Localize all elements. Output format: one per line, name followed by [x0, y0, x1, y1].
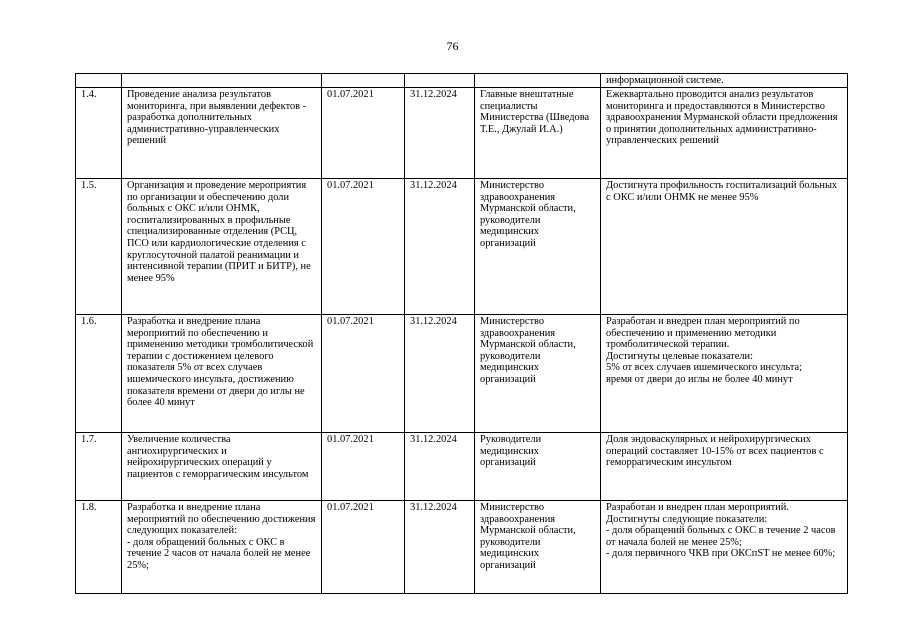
cell-result: Доля эндоваскулярных и нейрохирургических операций составляет 10-15% от всех пациентов с геморрагическим инсультом: [601, 433, 848, 501]
table-row-continued: [76, 74, 848, 88]
cell-responsible: Министерство здравоохранения Мурманской области, руководители медицинских организаций: [475, 315, 601, 433]
action-plan-table: [75, 73, 848, 594]
cell-end-date: 31.12.2024: [405, 88, 475, 179]
cell-end-date: 31.12.2024: [405, 501, 475, 594]
cell-activity: Разработка и внедрение плана мероприятий по обеспечению и применению методики тромболитической терапии с достижением целевого показателя 5% от всех случаев ишемического инсульта, достижению показателя времени от двери до иглы не более 40 минут: [122, 315, 322, 433]
cell-number: 1.8.: [76, 501, 122, 594]
cell-start-date: 01.07.2021: [322, 433, 405, 501]
table-row: [76, 501, 848, 594]
cell-responsible: Министерство здравоохранения Мурманской области, руководители медицинских организаций: [475, 501, 601, 594]
table-row: [76, 315, 848, 433]
table-row: [76, 179, 848, 315]
cell-number: 1.4.: [76, 88, 122, 179]
cell-responsible: [475, 74, 601, 88]
cell-number: 1.6.: [76, 315, 122, 433]
cell-responsible: Министерство здравоохранения Мурманской области, руководители медицинских организаций: [475, 179, 601, 315]
cell-start-date: 01.07.2021: [322, 88, 405, 179]
page-number: 76: [446, 39, 459, 53]
cell-responsible: Руководители медицинских организаций: [475, 433, 601, 501]
cell-result: Ежеквартально проводится анализ результатов мониторинга и предоставляются в Министерство здравоохранения Мурманской области предложения о принятии дополнительных административно-управленческих решений: [601, 88, 848, 179]
cell-result: Достигнута профильность госпитализаций больных с ОКС и/или ОНМК не менее 95%: [601, 179, 848, 315]
cell-activity: [122, 74, 322, 88]
cell-result: информационной системе.: [601, 74, 848, 88]
cell-start-date: [322, 74, 405, 88]
cell-end-date: 31.12.2024: [405, 433, 475, 501]
table-row: [76, 433, 848, 501]
cell-result: Разработан и внедрен план мероприятий по обеспечению и применению методики тромболитической терапии. Достигнуты целевые показатели: 5% от всех случаев ишемического инсульта; время от двери до иглы не более 40 минут: [601, 315, 848, 433]
cell-number: 1.5.: [76, 179, 122, 315]
cell-end-date: 31.12.2024: [405, 315, 475, 433]
cell-activity: Увеличение количества ангиохирургических и нейрохирургических операций у пациентов с геморрагическим инсультом: [122, 433, 322, 501]
cell-end-date: [405, 74, 475, 88]
cell-start-date: 01.07.2021: [322, 179, 405, 315]
cell-number: 1.7.: [76, 433, 122, 501]
cell-start-date: 01.07.2021: [322, 501, 405, 594]
cell-result: Разработан и внедрен план мероприятий. Достигнуты следующие показатели: - доля обращений больных с ОКС в течение 2 часов от начала болей не менее 25%; - доля первичного ЧКВ при ОКСпST не менее 60%;: [601, 501, 848, 594]
cell-start-date: 01.07.2021: [322, 315, 405, 433]
cell-activity: Разработка и внедрение плана мероприятий по обеспечению достижения следующих показателей: - доля обращений больных с ОКС в течение 2 часов от начала болей не менее 25%;: [122, 501, 322, 594]
cell-number: [76, 74, 122, 88]
table-row: [76, 88, 848, 179]
cell-responsible: Главные внештатные специалисты Министерства (Шведова Т.Е., Джулай И.А.): [475, 88, 601, 179]
cell-activity: Проведение анализа результатов мониторинга, при выявлении дефектов - разработка дополнительных административно-управленческих решений: [122, 88, 322, 179]
cell-end-date: 31.12.2024: [405, 179, 475, 315]
cell-activity: Организация и проведение мероприятия по организации и обеспечению доли больных с ОКС и/или ОНМК, госпитализированных в профильные специализированные отделения (РСЦ, ПСО или кардиологические отделения с круглосуточной палатой реанимации и интенсивной терапии (ПРИТ и БИТР), не менее 95%: [122, 179, 322, 315]
